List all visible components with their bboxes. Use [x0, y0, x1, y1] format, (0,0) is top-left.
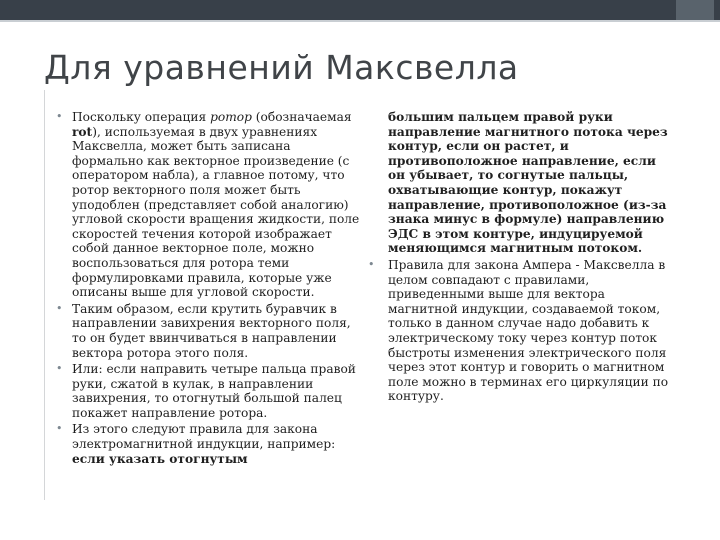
bullet-4-bold-text: если указать отогнутым	[72, 451, 248, 466]
right-text-column	[358, 110, 676, 404]
bullet-1-text-a: Поскольку операция	[72, 110, 211, 124]
bullet-2-text: Таким образом, если крутить буравчик в направлении завихрения векторного поля, то он будет ввинчиваться в направлении вектора ротора этого поля.	[72, 301, 351, 360]
slide-top-bar	[0, 0, 720, 20]
bullet-1-rot-symbol: rot	[72, 124, 93, 139]
bullet-item-2	[56, 302, 362, 360]
bullet-1-text-c: ), используемая в двух уравнениях Максвелла, может быть записана формально как векторное произведение (с оператором набла), а главное потому, что ротор векторного поля может быть уподоблен (представляет собой аналогию) угловой скорости вращения жидкости, поле скоростей течения которой изображает собой данное векторное поле, можно воспользоваться для ротора теми формулировками правила, которые уже описаны выше для угловой скорости.	[72, 124, 360, 300]
bullet-4-text: Из этого следуют правила для закона электромагнитной индукции, например:	[72, 422, 336, 452]
bullet-item-3	[56, 362, 362, 420]
bullet-item-4	[56, 422, 362, 466]
bullet-icon: •	[56, 301, 63, 315]
bullet-item-5	[358, 258, 676, 404]
slide-title: Для уравнений Максвелла	[44, 48, 519, 87]
bullet-item-1	[56, 110, 362, 300]
continuation-bold-text: большим пальцем правой руки направление магнитного потока через контур, если он растет, и противоположное направление, если он убывает, то согнутые пальцы, охватывающие контур, покажут направление, противоположное (из-за знака минус в формуле) направлению ЭДС в этом контуре, индуцируемой меняющимся магнитным потоком.	[388, 110, 668, 256]
left-text-column	[56, 110, 362, 466]
bullet-icon: •	[56, 422, 63, 436]
bullet-icon: •	[56, 362, 63, 376]
top-bar-underline	[0, 20, 720, 22]
bullet-1-text-b: (обозначаемая	[251, 110, 352, 124]
left-margin-rule	[44, 90, 45, 500]
bullet-icon: •	[56, 110, 63, 123]
bullet-5-text: Правила для закона Ампера - Максвелла в целом совпадают с правилами, приведенными выше для вектора магнитной индукции, создаваемой током, только в данном случае надо добавить к электрическому току через контур поток быстроты изменения электрического поля через этот контур и говорить о магнитном поле можно в терминах его циркуляции по контуру.	[388, 257, 669, 404]
bullet-icon: •	[368, 257, 375, 271]
top-bar-accent-block	[676, 0, 714, 20]
bullet-3-text: Или: если направить четыре пальца правой руки, сжатой в кулак, в направлении завихрения, то отогнутый большой палец покажет направление ротора.	[72, 362, 356, 420]
bullet-1-rotor-word: ротор	[210, 110, 252, 124]
